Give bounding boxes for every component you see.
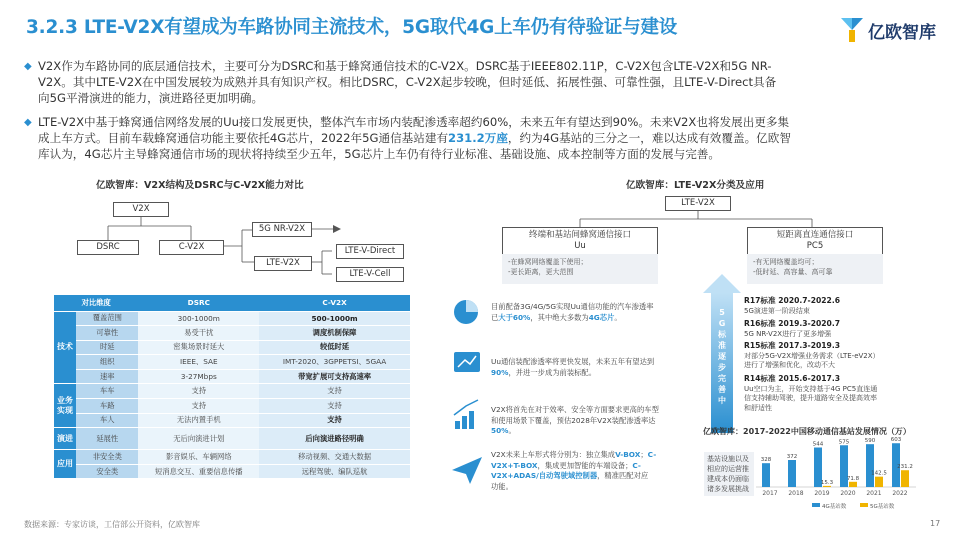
- data-label: 575: [838, 439, 850, 446]
- table-header: DSRC: [138, 295, 259, 311]
- pc5-title: 短距离直连通信接口: [776, 230, 854, 240]
- table-category: 业务实现: [54, 384, 76, 428]
- paragraph-line: V2X作为车路协同的底层通信技术，主要可分为DSRC和基于蜂窝通信技术的C-V2X。DSRC基于IEEE802.11P，C-V2X包含LTE-V2X和5G NR-: [38, 59, 772, 73]
- text-span: 。: [508, 426, 516, 435]
- text-span: ，其中绝大多数为: [530, 312, 589, 322]
- x-tick-label: 2019: [814, 490, 830, 497]
- data-label: 603: [890, 437, 902, 444]
- note-line: 诸多发展挑战: [707, 485, 749, 493]
- text-span: 成上车方式。目前车载蜂窝通信功能主要依托4G芯片，2022年5G通信基站建有: [38, 131, 449, 146]
- highlight-value: 4G芯片: [588, 312, 615, 322]
- table-cell: 延展性: [76, 428, 138, 450]
- paragraph-line: 库认为，4G芯片主导蜂窝通信市场的现状将持续至少五年，5G芯片上车仍有待行业标准、基础设施、成本控制等方面的发展与完善。: [38, 147, 720, 162]
- data-label: 590: [864, 438, 876, 445]
- note-line: 基站设施以及: [707, 455, 749, 463]
- diamond-bullet-icon: ◆: [24, 117, 32, 128]
- data-label: 328: [760, 457, 772, 464]
- bar-4g: [788, 460, 796, 487]
- bar-4g: [866, 444, 874, 487]
- table-cell: 车路: [76, 399, 138, 414]
- data-label: 142.5: [871, 470, 887, 477]
- table-cell: 500-1000m: [259, 311, 410, 326]
- highlight-value: V-BOX: [615, 450, 641, 459]
- legend-swatch: [812, 503, 820, 507]
- table-cell: 车车: [76, 384, 138, 399]
- table-cell: 3-27Mbps: [138, 369, 259, 384]
- table-header: C-V2X: [259, 295, 410, 311]
- left-section-title: 亿欧智库：V2X结构及DSRC与C-V2X能力对比: [96, 180, 304, 191]
- table-cell: 300-1000m: [138, 311, 259, 326]
- evolution-label: 5G标准逐步完善中: [718, 308, 726, 405]
- legend-swatch: [860, 503, 868, 507]
- table-cell: 非安全类: [76, 450, 138, 465]
- timeline-text: 5G NR-V2X进行了更多增强: [744, 329, 832, 338]
- table-cell: 支持: [259, 413, 410, 428]
- text-span: ，精准匹配对应: [597, 471, 649, 480]
- table-cell: 速率: [76, 369, 138, 384]
- table-cell: 带宽扩展可支持高速率: [259, 369, 410, 384]
- table-cell: 易受干扰: [138, 326, 259, 341]
- table-cell: IMT-2020、3GPPETSI、5GAA: [259, 355, 410, 370]
- timeline-title: R17标准 2020.7-2022.6: [744, 296, 841, 305]
- highlight-value: 90%: [491, 367, 509, 377]
- bar-5g: [901, 470, 909, 487]
- uu-title: 终端和基站间蜂窝通信接口: [528, 230, 631, 240]
- table-cell: IEEE、SAE: [138, 355, 259, 370]
- stat-line: 目前配备3G/4G/5G实现Uu通信功能的汽车渗透率: [491, 302, 654, 311]
- bar-5g: [875, 477, 883, 487]
- highlight-value: V2X+ADAS/自动驾驶域控制器: [491, 471, 598, 480]
- lte-v2x-node: LTE-V2X: [254, 256, 312, 271]
- table-cell: 时延: [76, 340, 138, 355]
- highlight-value: C-: [647, 450, 657, 459]
- table-category: 应用: [54, 450, 76, 479]
- uu-sub: Uu: [574, 241, 586, 251]
- table-cell: 无后向演进计划: [138, 428, 259, 450]
- lte-v2x-root-node: LTE-V2X: [665, 196, 731, 211]
- text-span: 已: [491, 312, 499, 322]
- data-label: 231.2: [897, 464, 913, 471]
- table-cell: 远程驾驶、编队巡航: [259, 464, 410, 479]
- v2x-node: V2X: [113, 202, 169, 217]
- text-span: ；: [640, 450, 648, 459]
- page-title: 3.2.3 LTE-V2X有望成为车路协同主流技术，5G取代4G上车仍有待验证与建设: [26, 17, 678, 38]
- table-cell: 密集场景时延大: [138, 340, 259, 355]
- table-cell: 调度机制保障: [259, 326, 410, 341]
- highlight-value: 50%: [491, 426, 509, 435]
- text-span: ，并进一步成为前装标配。: [508, 367, 597, 377]
- table-cell: 支持: [138, 399, 259, 414]
- x-tick-label: 2018: [788, 490, 804, 497]
- text-span: ，集成更加智能的车端设备；: [537, 460, 633, 470]
- table-cell: 支持: [259, 384, 410, 399]
- highlight-value: V2X+T-BOX: [491, 460, 538, 470]
- stat-line: 功能。: [491, 481, 513, 491]
- note-line: 相应的运营推: [707, 465, 749, 473]
- timeline-text: 对部分5G-V2X增强业务需求（LTE-eV2X）: [744, 351, 880, 360]
- paragraph-line: LTE-V2X中基于蜂窝通信网络发展的Uu接口发展更快，整体汽车市场内装配渗透率超约60%，未来五年有望达到90%。未来V2X也将发展出更多集: [38, 115, 790, 129]
- table-cell: 支持: [138, 384, 259, 399]
- note-line: 建成本仍面临: [707, 475, 749, 483]
- stat-line: 和使用场景下覆盖，预估2028年V2X装配渗透率达: [491, 415, 656, 425]
- note-line: -在蜂窝网络覆盖下使用；: [508, 258, 588, 266]
- table-cell: 后向演进路径明确: [259, 428, 410, 450]
- lte-v-direct-node: LTE-V-Direct: [336, 244, 404, 259]
- timeline-text: 信支持辅助驾驶，提升道路安全及提高效率: [744, 394, 877, 402]
- timeline-text: 进行了增强和优化，改动不大: [744, 361, 835, 369]
- highlight-value: C-: [632, 460, 641, 470]
- data-label: 71.8: [846, 475, 860, 482]
- diamond-bullet-icon: ◆: [24, 61, 32, 72]
- data-label: 15.3: [820, 479, 834, 486]
- table-cell: 安全类: [76, 464, 138, 479]
- timeline-title: R14标准 2015.6-2017.3: [744, 374, 841, 383]
- text-span: ，约为4G基站的三分之一，难以达成有效覆盖。亿欧智: [507, 131, 791, 146]
- table-cell: 影音娱乐、车辆网络: [138, 450, 259, 465]
- data-label: 544: [812, 441, 824, 448]
- right-section-title: 亿欧智库：LTE-V2X分类及应用: [626, 180, 765, 191]
- timeline-text: Uu空口为主，开始支持基于4G PC5直连通: [744, 384, 878, 393]
- table-cell: 覆盖范围: [76, 311, 138, 326]
- lte-v-cell-node: LTE-V-Cell: [336, 267, 404, 282]
- table-cell: 组织: [76, 355, 138, 370]
- x-tick-label: 2021: [866, 490, 882, 497]
- x-tick-label: 2017: [762, 490, 778, 497]
- table-category: 技术: [54, 311, 76, 384]
- timeline-title: R15标准 2017.3-2019.3: [744, 341, 841, 350]
- legend-label: 4G基站数: [822, 504, 847, 510]
- page-number: 17: [930, 519, 941, 528]
- stat-line: Uu通信装配渗透率将更快发展，未来五年有望达到: [491, 357, 655, 366]
- bar-4g: [762, 463, 770, 487]
- paragraph-line: V2X。其中LTE-V2X在中国发展较为成熟并具有知识产权。相比DSRC，C-V2X起步较晚，但时延低、拓展性强、可靠性强，且LTE-V-Direct具备: [38, 75, 777, 90]
- table-cell: 移动视频、交通大数据: [259, 450, 410, 465]
- chart-title: 亿欧智库：2017-2022中国移动通信基站发展情况（万）: [703, 427, 911, 436]
- x-tick-label: 2020: [840, 490, 856, 497]
- table-cell: 较低时延: [259, 340, 410, 355]
- bar-5g: [823, 486, 831, 487]
- text-span: 。: [614, 312, 622, 322]
- timeline-title: R16标准 2019.3-2020.7: [744, 319, 841, 328]
- stat-line: V2X将首先在对于效率、安全等方面要求更高的车型: [491, 405, 659, 414]
- text-span: V2X未来上车形式将分别为：独立集成: [491, 450, 616, 459]
- table-cell: 车人: [76, 413, 138, 428]
- dsrc-node: DSRC: [77, 240, 139, 255]
- note-line: -低时延、高容量、高可靠: [753, 268, 833, 276]
- note-line: -有无网络覆盖均可；: [753, 258, 819, 266]
- table-cell: 短消息交互、重要信息传播: [138, 464, 259, 479]
- table-category: 演进: [54, 428, 76, 450]
- pc5-sub: PC5: [806, 241, 824, 251]
- logo-text: 亿欧智库: [868, 23, 936, 43]
- data-source: 数据来源：专家访谈，工信部公开资料，亿欧智库: [24, 520, 200, 529]
- x-tick-label: 2022: [892, 490, 908, 497]
- data-label: 372: [786, 454, 798, 460]
- legend-label: 5G基站数: [870, 504, 895, 510]
- nr-v2x-node: 5G NR-V2X: [252, 222, 312, 237]
- timeline-text: 和舒适性: [744, 403, 772, 412]
- table-cell: 可靠性: [76, 326, 138, 341]
- cv2x-node: C-V2X: [159, 240, 224, 255]
- highlight-value: 231.2万座: [448, 131, 508, 146]
- paragraph-line: 向5G平滑演进的能力，演进路径更加明确。: [38, 91, 264, 106]
- highlight-value: 大于60%: [498, 312, 531, 322]
- table-cell: 无法内置手机: [138, 413, 259, 428]
- table-cell: 支持: [259, 399, 410, 414]
- note-line: -更长距离，更大范围: [508, 268, 574, 276]
- table-header: 对比维度: [54, 295, 138, 311]
- timeline-text: 5G演进第一阶段结束: [744, 306, 810, 315]
- bar-5g: [849, 482, 857, 487]
